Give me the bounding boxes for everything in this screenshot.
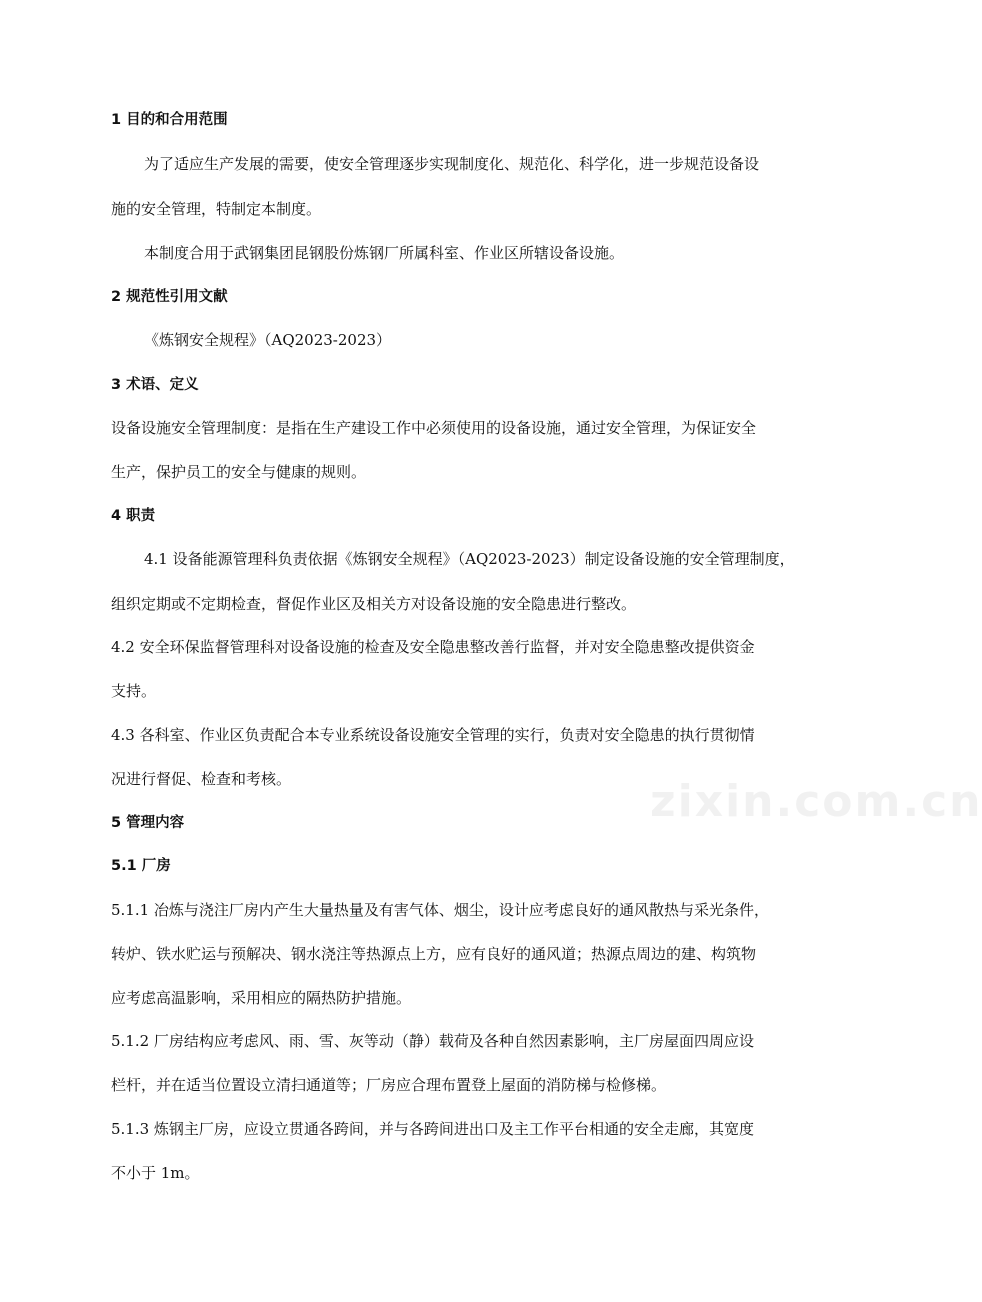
paragraph-line: 况进行督促、检查和考核。: [111, 770, 292, 788]
section-heading-2: 2 规范性引用文献: [111, 289, 228, 305]
section-heading-3: 3 术语、定义: [111, 377, 199, 393]
paragraph-line: 不小于 1m。: [111, 1164, 200, 1182]
paragraph-line: 施的安全管理，特制定本制度。: [111, 200, 322, 218]
paragraph-line: 为了适应生产发展的需要，使安全管理逐步实现制度化、规范化、科学化，进一步规范设备设: [144, 155, 760, 173]
paragraph-line: 支持。: [111, 682, 157, 700]
paragraph-line: 转炉、铁水贮运与预解决、钢水浇注等热源点上方，应有良好的通风道；热源点周边的建、构筑物: [111, 945, 757, 963]
paragraph-line: 5.1.1 冶炼与浇注厂房内产生大量热量及有害气体、烟尘，设计应考虑良好的通风散热与采光条件，: [111, 901, 769, 919]
paragraph-line: 组织定期或不定期检查，督促作业区及相关方对设备设施的安全隐患进行整改。: [111, 595, 637, 613]
paragraph-line: 4.1 设备能源管理科负责依据《炼钢安全规程》（AQ2023-2023）制定设备设施的安全管理制度，: [144, 550, 795, 568]
section-heading-1: 1 目的和合用范围: [111, 112, 228, 128]
paragraph-line: 4.3 各科室、作业区负责配合本专业系统设备设施安全管理的实行，负责对安全隐患的执行贯彻情: [111, 726, 755, 744]
paragraph-line: 栏杆，并在适当位置设立清扫通道等；厂房应合理布置登上屋面的消防梯与检修梯。: [111, 1076, 667, 1094]
section-heading-4: 4 职责: [111, 508, 156, 524]
paragraph-line: 设备设施安全管理制度：是指在生产建设工作中必须使用的设备设施，通过安全管理，为保证安全: [111, 419, 757, 437]
paragraph-line: 本制度合用于武钢集团昆钢股份炼钢厂所属科室、作业区所辖设备设施。: [144, 244, 625, 262]
subsection-heading-5-1: 5.1 厂房: [111, 858, 171, 874]
paragraph-line: 4.2 安全环保监督管理科对设备设施的检查及安全隐患整改善行监督，并对安全隐患整改提供资金: [111, 638, 755, 656]
paragraph-line: 生产，保护员工的安全与健康的规则。: [111, 463, 367, 481]
section-heading-5: 5 管理内容: [111, 815, 185, 831]
paragraph-line: 5.1.2 厂房结构应考虑风、雨、雪、灰等动（静）载荷及各种自然因素影响，主厂房屋面四周应设: [111, 1032, 754, 1050]
watermark-text: zixin.com.cn: [650, 776, 982, 827]
paragraph-line: 5.1.3 炼钢主厂房，应设立贯通各跨间，并与各跨间进出口及主工作平台相通的安全走廊，其宽度: [111, 1120, 754, 1138]
paragraph-line: 《炼钢安全规程》（AQ2023-2023）: [144, 331, 392, 349]
paragraph-line: 应考虑高温影响，采用相应的隔热防护措施。: [111, 989, 412, 1007]
